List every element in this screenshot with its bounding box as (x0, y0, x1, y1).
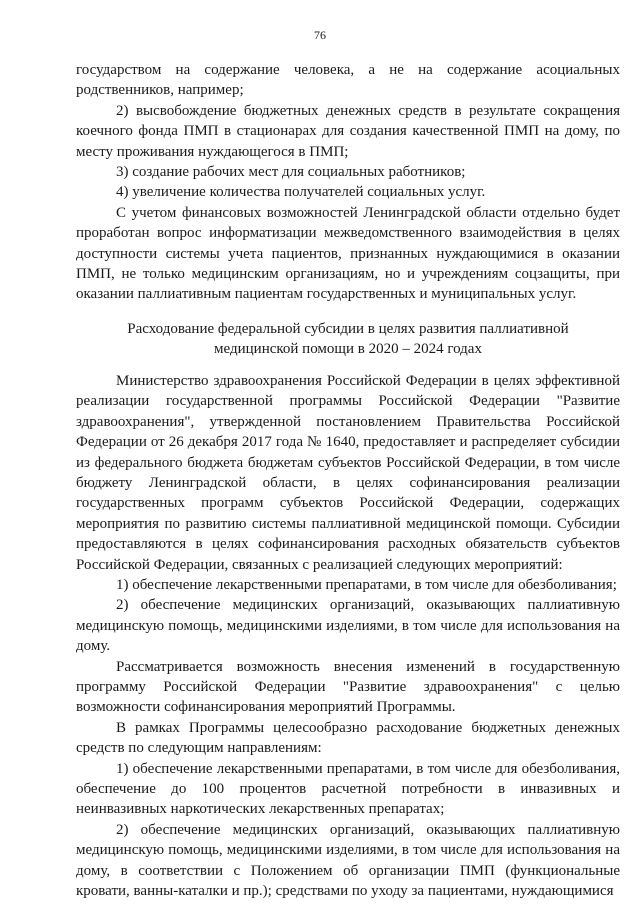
paragraph: С учетом финансовых возможностей Ленинградской области отдельно будет проработан вопрос информатизации межведомственного взаимодействия в целях доступности системы учета пациентов, признанных нуждающимися в оказании ПМП, не только медицинским организациям, но и учреждениям соцзащиты, при оказании паллиативным пациентам государственных и муниципальных услуг. (76, 204, 620, 303)
list-item: 2) обеспечение медицинских организаций, оказывающих паллиативную медицинскую помощь, медицинскими изделиями, в том числе для использования на дому. (76, 597, 620, 655)
section-heading (76, 319, 620, 359)
list-item: 1) обеспечение лекарственными препаратами, в том числе для обезболивания; (116, 576, 617, 593)
section-heading-line: медицинской помощи в 2020 – 2024 годах (214, 340, 482, 357)
section-heading-line: Расходование федеральной субсидии в целях развития паллиативной (127, 320, 569, 337)
paragraph: Рассматривается возможность внесения изменений в государственную программу Российской Федерации "Развитие здравоохранения" с целью возможности софинансирования мероприятий Программы. (76, 658, 620, 716)
list-item: 1) обеспечение лекарственными препаратами, в том числе для обезболивания, обеспечение до 100 процентов расчетной потребности в инвазивных и неинвазивных наркотических лекарственных препаратах; (76, 760, 620, 818)
paragraph: Министерство здравоохранения Российской Федерации в целях эффективной реализации государственной программы Российской Федерации "Развитие здравоохранения", утвержденной постановлением Правительства Российской Федерации от 26 декабря 2017 года № 1640, предоставляет и распределяет субсидии из федерального бюджета бюджетам субъектов Российской Федерации, в том числе бюджету Ленинградской области, в целях софинансирования реализации государственных программ субъектов Российской Федерации, содержащих мероприятия по развитию системы паллиативной медицинской помощи. Субсидии предоставляются в целях софинансирования расходных обязательств субъектов Российской Федерации, связанных с реализацией следующих мероприятий: (76, 372, 620, 573)
list-item: 3) создание рабочих мест для социальных работников; (116, 164, 466, 181)
list-item: 2) высвобождение бюджетных денежных средств в результате сокращения коечного фонда ПМП в стационарах для создания качественной ПМП на дому, по месту проживания нуждающегося в ПМП; (76, 102, 620, 160)
paragraph: В рамках Программы целесообразно расходование бюджетных денежных средств по следующим направлениям: (76, 719, 620, 757)
list-item: 2) обеспечение медицинских организаций, оказывающих паллиативную медицинскую помощь, медицинскими изделиями, в том числе для использования на дому, в соответствии с Положением об организации ПМП (функциональные кровати, ванны-каталки и пр.); средствами по уходу за пациентами, нуждающимися (76, 821, 620, 900)
page-number: 76 (314, 28, 326, 42)
paragraph-continuation: государством на содержание человека, а не на содержание асоциальных родственников, например; (76, 62, 620, 99)
list-item: 4) увеличение количества получателей социальных услуг. (116, 184, 486, 201)
document-body (76, 60, 620, 901)
